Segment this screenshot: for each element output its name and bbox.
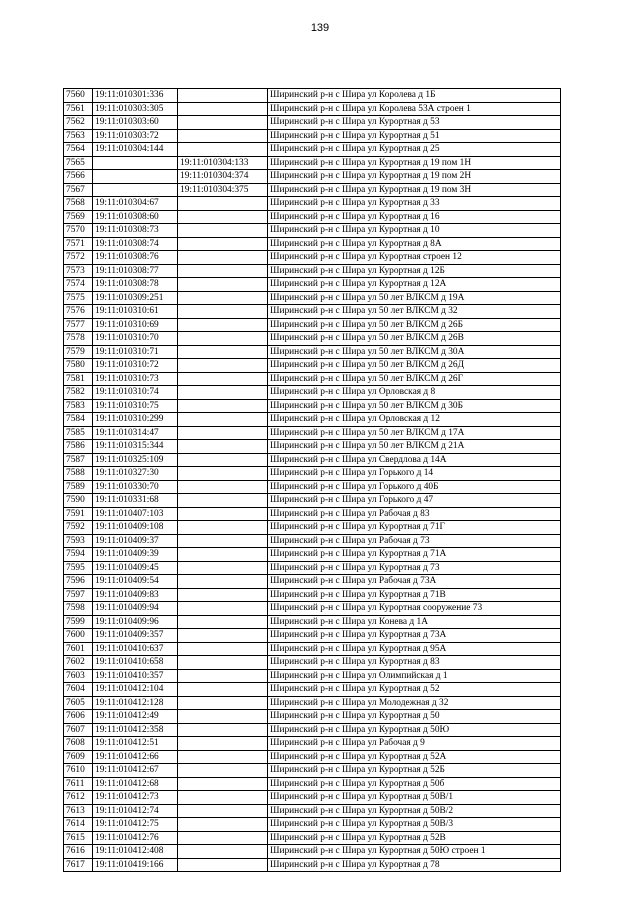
table-row <box>64 143 561 157</box>
row-number-cell: 7564 <box>64 143 93 157</box>
row-number-cell: 7565 <box>64 156 93 170</box>
registry-table <box>63 88 561 872</box>
secondary-cadastral-number-cell <box>178 548 268 562</box>
address-cell: Ширинский р-н с Шира ул Курортная д 71В <box>268 588 561 602</box>
address-cell: Ширинский р-н с Шира ул Курортная д 50В/3 <box>268 818 561 832</box>
row-number-cell: 7587 <box>64 453 93 467</box>
address-cell: Ширинский р-н с Шира ул Курортная д 71А <box>268 548 561 562</box>
cadastral-number-cell: 19:11:010412:358 <box>93 723 178 737</box>
table-row <box>64 170 561 184</box>
address-cell: Ширинский р-н с Шира ул Олимпийская д 1 <box>268 669 561 683</box>
secondary-cadastral-number-cell <box>178 683 268 697</box>
cadastral-number-cell: 19:11:010412:75 <box>93 818 178 832</box>
secondary-cadastral-number-cell <box>178 102 268 116</box>
row-number-cell: 7562 <box>64 116 93 130</box>
secondary-cadastral-number-cell <box>178 777 268 791</box>
row-number-cell: 7609 <box>64 750 93 764</box>
secondary-cadastral-number-cell <box>178 575 268 589</box>
cadastral-number-cell: 19:11:010412:66 <box>93 750 178 764</box>
table-row <box>64 345 561 359</box>
cadastral-number-cell: 19:11:010412:104 <box>93 683 178 697</box>
secondary-cadastral-number-cell <box>178 845 268 859</box>
address-cell: Ширинский р-н с Шира ул Курортная д 50В/2 <box>268 804 561 818</box>
table-row <box>64 507 561 521</box>
row-number-cell: 7577 <box>64 318 93 332</box>
address-cell: Ширинский р-н с Шира ул Курортная д 12А <box>268 278 561 292</box>
secondary-cadastral-number-cell <box>178 858 268 872</box>
table-row <box>64 372 561 386</box>
cadastral-number-cell: 19:11:010330:70 <box>93 480 178 494</box>
address-cell: Ширинский р-н с Шира ул 50 лет ВЛКСМ д 26Г <box>268 372 561 386</box>
cadastral-number-cell: 19:11:010310:70 <box>93 332 178 346</box>
cadastral-number-cell: 19:11:010308:60 <box>93 210 178 224</box>
secondary-cadastral-number-cell <box>178 278 268 292</box>
address-cell: Ширинский р-н с Шира ул 50 лет ВЛКСМ д 26Б <box>268 318 561 332</box>
address-cell: Ширинский р-н с Шира ул Курортная д 50В/1 <box>268 791 561 805</box>
table-row <box>64 305 561 319</box>
row-number-cell: 7607 <box>64 723 93 737</box>
row-number-cell: 7574 <box>64 278 93 292</box>
secondary-cadastral-number-cell <box>178 791 268 805</box>
cadastral-number-cell: 19:11:010409:357 <box>93 629 178 643</box>
address-cell: Ширинский р-н с Шира ул Горького д 47 <box>268 494 561 508</box>
table-row <box>64 629 561 643</box>
table-row <box>64 102 561 116</box>
secondary-cadastral-number-cell <box>178 480 268 494</box>
secondary-cadastral-number-cell <box>178 197 268 211</box>
table-row <box>64 534 561 548</box>
address-cell: Ширинский р-н с Шира ул Орловская д 12 <box>268 413 561 427</box>
address-cell: Ширинский р-н с Шира ул 50 лет ВЛКСМ д 21А <box>268 440 561 454</box>
cadastral-number-cell: 19:11:010308:78 <box>93 278 178 292</box>
table-row <box>64 359 561 373</box>
table-row <box>64 453 561 467</box>
row-number-cell: 7576 <box>64 305 93 319</box>
address-cell: Ширинский р-н с Шира ул Рабочая д 73А <box>268 575 561 589</box>
table-row <box>64 642 561 656</box>
cadastral-number-cell: 19:11:010412:67 <box>93 764 178 778</box>
table-row <box>64 291 561 305</box>
table-row <box>64 858 561 872</box>
address-cell: Ширинский р-н с Шира ул Курортная д 52Б <box>268 764 561 778</box>
row-number-cell: 7560 <box>64 89 93 103</box>
row-number-cell: 7595 <box>64 561 93 575</box>
cadastral-number-cell: 19:11:010308:77 <box>93 264 178 278</box>
cadastral-number-cell: 19:11:010409:83 <box>93 588 178 602</box>
secondary-cadastral-number-cell: 19:11:010304:133 <box>178 156 268 170</box>
table-row <box>64 696 561 710</box>
table-row <box>64 183 561 197</box>
table-row <box>64 318 561 332</box>
table-row <box>64 224 561 238</box>
cadastral-number-cell: 19:11:010303:72 <box>93 129 178 143</box>
secondary-cadastral-number-cell <box>178 507 268 521</box>
address-cell: Ширинский р-н с Шира ул Королева 53А строен 1 <box>268 102 561 116</box>
table-row <box>64 561 561 575</box>
cadastral-number-cell: 19:11:010409:108 <box>93 521 178 535</box>
secondary-cadastral-number-cell <box>178 305 268 319</box>
secondary-cadastral-number-cell <box>178 818 268 832</box>
table-row <box>64 548 561 562</box>
address-cell: Ширинский р-н с Шира ул Молодежная д 32 <box>268 696 561 710</box>
address-cell: Ширинский р-н с Шира ул Курортная д 50б <box>268 777 561 791</box>
cadastral-number-cell: 19:11:010412:51 <box>93 737 178 751</box>
row-number-cell: 7608 <box>64 737 93 751</box>
cadastral-number-cell: 19:11:010410:637 <box>93 642 178 656</box>
address-cell: Ширинский р-н с Шира ул Курортная д 51 <box>268 129 561 143</box>
address-cell: Ширинский р-н с Шира ул 50 лет ВЛКСМ д 26В <box>268 332 561 346</box>
address-cell: Ширинский р-н с Шира ул 50 лет ВЛКСМ д 32 <box>268 305 561 319</box>
table-row <box>64 615 561 629</box>
row-number-cell: 7563 <box>64 129 93 143</box>
cadastral-number-cell: 19:11:010410:658 <box>93 656 178 670</box>
secondary-cadastral-number-cell <box>178 669 268 683</box>
secondary-cadastral-number-cell: 19:11:010304:374 <box>178 170 268 184</box>
cadastral-number-cell: 19:11:010327:30 <box>93 467 178 481</box>
row-number-cell: 7599 <box>64 615 93 629</box>
address-cell: Ширинский р-н с Шира ул Курортная д 25 <box>268 143 561 157</box>
table-row <box>64 116 561 130</box>
secondary-cadastral-number-cell <box>178 318 268 332</box>
cadastral-number-cell: 19:11:010412:49 <box>93 710 178 724</box>
registry-rows <box>64 89 561 872</box>
table-row <box>64 197 561 211</box>
cadastral-number-cell <box>93 183 178 197</box>
cadastral-number-cell <box>93 170 178 184</box>
cadastral-number-cell: 19:11:010310:299 <box>93 413 178 427</box>
cadastral-number-cell: 19:11:010409:39 <box>93 548 178 562</box>
row-number-cell: 7572 <box>64 251 93 265</box>
secondary-cadastral-number-cell <box>178 521 268 535</box>
table-row <box>64 264 561 278</box>
secondary-cadastral-number-cell <box>178 602 268 616</box>
table-row <box>64 278 561 292</box>
address-cell: Ширинский р-н с Шира ул Курортная строен 12 <box>268 251 561 265</box>
table-row <box>64 791 561 805</box>
row-number-cell: 7593 <box>64 534 93 548</box>
secondary-cadastral-number-cell <box>178 750 268 764</box>
address-cell: Ширинский р-н с Шира ул 50 лет ВЛКСМ д 17А <box>268 426 561 440</box>
address-cell: Ширинский р-н с Шира ул 50 лет ВЛКСМ д 26Д <box>268 359 561 373</box>
address-cell: Ширинский р-н с Шира ул Курортная д 95А <box>268 642 561 656</box>
cadastral-number-cell: 19:11:010310:69 <box>93 318 178 332</box>
row-number-cell: 7606 <box>64 710 93 724</box>
secondary-cadastral-number-cell <box>178 494 268 508</box>
row-number-cell: 7604 <box>64 683 93 697</box>
row-number-cell: 7605 <box>64 696 93 710</box>
address-cell: Ширинский р-н с Шира ул Рабочая д 9 <box>268 737 561 751</box>
address-cell: Ширинский р-н с Шира ул Курортная д 19 пом 1Н <box>268 156 561 170</box>
cadastral-number-cell: 19:11:010308:74 <box>93 237 178 251</box>
address-cell: Ширинский р-н с Шира ул Курортная д 52А <box>268 750 561 764</box>
address-cell: Ширинский р-н с Шира ул Свердлова д 14А <box>268 453 561 467</box>
row-number-cell: 7603 <box>64 669 93 683</box>
row-number-cell: 7583 <box>64 399 93 413</box>
table-row <box>64 588 561 602</box>
cadastral-number-cell: 19:11:010308:76 <box>93 251 178 265</box>
cadastral-number-cell: 19:11:010407:103 <box>93 507 178 521</box>
secondary-cadastral-number-cell <box>178 440 268 454</box>
cadastral-number-cell <box>93 156 178 170</box>
cadastral-number-cell: 19:11:010308:73 <box>93 224 178 238</box>
table-row <box>64 494 561 508</box>
table-row <box>64 831 561 845</box>
address-cell: Ширинский р-н с Шира ул Орловская д 8 <box>268 386 561 400</box>
secondary-cadastral-number-cell <box>178 453 268 467</box>
cadastral-number-cell: 19:11:010315:344 <box>93 440 178 454</box>
address-cell: Ширинский р-н с Шира ул Курортная д 16 <box>268 210 561 224</box>
row-number-cell: 7601 <box>64 642 93 656</box>
table-row <box>64 399 561 413</box>
cadastral-number-cell: 19:11:010412:128 <box>93 696 178 710</box>
table-row <box>64 845 561 859</box>
table-row <box>64 480 561 494</box>
cadastral-number-cell: 19:11:010409:94 <box>93 602 178 616</box>
row-number-cell: 7589 <box>64 480 93 494</box>
table-row <box>64 251 561 265</box>
table-row <box>64 237 561 251</box>
cadastral-number-cell: 19:11:010310:73 <box>93 372 178 386</box>
secondary-cadastral-number-cell <box>178 129 268 143</box>
address-cell: Ширинский р-н с Шира ул Курортная д 50Ю <box>268 723 561 737</box>
secondary-cadastral-number-cell <box>178 89 268 103</box>
table-row <box>64 669 561 683</box>
row-number-cell: 7614 <box>64 818 93 832</box>
secondary-cadastral-number-cell <box>178 143 268 157</box>
address-cell: Ширинский р-н с Шира ул Курортная д 33 <box>268 197 561 211</box>
table-row <box>64 156 561 170</box>
cadastral-number-cell: 19:11:010314:47 <box>93 426 178 440</box>
address-cell: Ширинский р-н с Шира ул Курортная д 50Ю строен 1 <box>268 845 561 859</box>
cadastral-number-cell: 19:11:010412:76 <box>93 831 178 845</box>
row-number-cell: 7616 <box>64 845 93 859</box>
address-cell: Ширинский р-н с Шира ул Курортная д 78 <box>268 858 561 872</box>
row-number-cell: 7598 <box>64 602 93 616</box>
secondary-cadastral-number-cell <box>178 629 268 643</box>
table-row <box>64 764 561 778</box>
row-number-cell: 7578 <box>64 332 93 346</box>
table-row <box>64 737 561 751</box>
row-number-cell: 7615 <box>64 831 93 845</box>
secondary-cadastral-number-cell <box>178 210 268 224</box>
secondary-cadastral-number-cell <box>178 386 268 400</box>
row-number-cell: 7570 <box>64 224 93 238</box>
address-cell: Ширинский р-н с Шира ул Королева д 1Б <box>268 89 561 103</box>
row-number-cell: 7571 <box>64 237 93 251</box>
row-number-cell: 7602 <box>64 656 93 670</box>
row-number-cell: 7580 <box>64 359 93 373</box>
table-row <box>64 413 561 427</box>
cadastral-number-cell: 19:11:010412:73 <box>93 791 178 805</box>
address-cell: Ширинский р-н с Шира ул Курортная д 71Г <box>268 521 561 535</box>
address-cell: Ширинский р-н с Шира ул Курортная д 8А <box>268 237 561 251</box>
address-cell: Ширинский р-н с Шира ул Курортная д 53 <box>268 116 561 130</box>
row-number-cell: 7561 <box>64 102 93 116</box>
page-number: 139 <box>310 22 330 34</box>
secondary-cadastral-number-cell <box>178 534 268 548</box>
row-number-cell: 7579 <box>64 345 93 359</box>
row-number-cell: 7585 <box>64 426 93 440</box>
secondary-cadastral-number-cell <box>178 588 268 602</box>
table-row <box>64 656 561 670</box>
table-row <box>64 804 561 818</box>
address-cell: Ширинский р-н с Шира ул Конева д 1А <box>268 615 561 629</box>
address-cell: Ширинский р-н с Шира ул Курортная д 52 <box>268 683 561 697</box>
cadastral-number-cell: 19:11:010309:251 <box>93 291 178 305</box>
cadastral-number-cell: 19:11:010310:74 <box>93 386 178 400</box>
row-number-cell: 7610 <box>64 764 93 778</box>
cadastral-number-cell: 19:11:010304:67 <box>93 197 178 211</box>
secondary-cadastral-number-cell <box>178 332 268 346</box>
address-cell: Ширинский р-н с Шира ул Курортная д 12Б <box>268 264 561 278</box>
cadastral-number-cell: 19:11:010304:144 <box>93 143 178 157</box>
address-cell: Ширинский р-н с Шира ул 50 лет ВЛКСМ д 30А <box>268 345 561 359</box>
row-number-cell: 7582 <box>64 386 93 400</box>
address-cell: Ширинский р-н с Шира ул Горького д 14 <box>268 467 561 481</box>
secondary-cadastral-number-cell <box>178 264 268 278</box>
table-row <box>64 426 561 440</box>
table-row <box>64 723 561 737</box>
secondary-cadastral-number-cell <box>178 723 268 737</box>
cadastral-number-cell: 19:11:010310:75 <box>93 399 178 413</box>
address-cell: Ширинский р-н с Шира ул Горького д 40Б <box>268 480 561 494</box>
secondary-cadastral-number-cell <box>178 561 268 575</box>
cadastral-number-cell: 19:11:010301:336 <box>93 89 178 103</box>
secondary-cadastral-number-cell <box>178 615 268 629</box>
secondary-cadastral-number-cell <box>178 656 268 670</box>
secondary-cadastral-number-cell <box>178 426 268 440</box>
secondary-cadastral-number-cell: 19:11:010304:375 <box>178 183 268 197</box>
secondary-cadastral-number-cell <box>178 831 268 845</box>
address-cell: Ширинский р-н с Шира ул Курортная д 19 пом 3Н <box>268 183 561 197</box>
cadastral-number-cell: 19:11:010409:54 <box>93 575 178 589</box>
secondary-cadastral-number-cell <box>178 291 268 305</box>
row-number-cell: 7569 <box>64 210 93 224</box>
table-row <box>64 750 561 764</box>
address-cell: Ширинский р-н с Шира ул 50 лет ВЛКСМ д 30Б <box>268 399 561 413</box>
table-row <box>64 710 561 724</box>
row-number-cell: 7594 <box>64 548 93 562</box>
table-row <box>64 89 561 103</box>
row-number-cell: 7566 <box>64 170 93 184</box>
secondary-cadastral-number-cell <box>178 359 268 373</box>
address-cell: Ширинский р-н с Шира ул Курортная д 19 пом 2Н <box>268 170 561 184</box>
address-cell: Ширинский р-н с Шира ул Рабочая д 83 <box>268 507 561 521</box>
cadastral-number-cell: 19:11:010303:60 <box>93 116 178 130</box>
secondary-cadastral-number-cell <box>178 737 268 751</box>
table-row <box>64 467 561 481</box>
row-number-cell: 7588 <box>64 467 93 481</box>
table-row <box>64 440 561 454</box>
table-row <box>64 386 561 400</box>
row-number-cell: 7611 <box>64 777 93 791</box>
secondary-cadastral-number-cell <box>178 399 268 413</box>
secondary-cadastral-number-cell <box>178 251 268 265</box>
secondary-cadastral-number-cell <box>178 642 268 656</box>
secondary-cadastral-number-cell <box>178 237 268 251</box>
secondary-cadastral-number-cell <box>178 804 268 818</box>
row-number-cell: 7581 <box>64 372 93 386</box>
row-number-cell: 7590 <box>64 494 93 508</box>
address-cell: Ширинский р-н с Шира ул Курортная д 73А <box>268 629 561 643</box>
cadastral-number-cell: 19:11:010409:37 <box>93 534 178 548</box>
address-cell: Ширинский р-н с Шира ул Рабочая д 73 <box>268 534 561 548</box>
table-row <box>64 521 561 535</box>
address-cell: Ширинский р-н с Шира ул Курортная д 73 <box>268 561 561 575</box>
table-row <box>64 332 561 346</box>
secondary-cadastral-number-cell <box>178 116 268 130</box>
secondary-cadastral-number-cell <box>178 224 268 238</box>
row-number-cell: 7567 <box>64 183 93 197</box>
table-row <box>64 818 561 832</box>
address-cell: Ширинский р-н с Шира ул Курортная д 50 <box>268 710 561 724</box>
cadastral-number-cell: 19:11:010412:68 <box>93 777 178 791</box>
row-number-cell: 7612 <box>64 791 93 805</box>
cadastral-number-cell: 19:11:010310:71 <box>93 345 178 359</box>
cadastral-number-cell: 19:11:010325:109 <box>93 453 178 467</box>
cadastral-number-cell: 19:11:010409:45 <box>93 561 178 575</box>
secondary-cadastral-number-cell <box>178 467 268 481</box>
cadastral-number-cell: 19:11:010331:68 <box>93 494 178 508</box>
table-row <box>64 777 561 791</box>
row-number-cell: 7568 <box>64 197 93 211</box>
cadastral-number-cell: 19:11:010419:166 <box>93 858 178 872</box>
table-row <box>64 210 561 224</box>
row-number-cell: 7613 <box>64 804 93 818</box>
cadastral-number-cell: 19:11:010410:357 <box>93 669 178 683</box>
cadastral-number-cell: 19:11:010412:408 <box>93 845 178 859</box>
secondary-cadastral-number-cell <box>178 764 268 778</box>
row-number-cell: 7584 <box>64 413 93 427</box>
row-number-cell: 7586 <box>64 440 93 454</box>
secondary-cadastral-number-cell <box>178 413 268 427</box>
table-row <box>64 575 561 589</box>
cadastral-number-cell: 19:11:010409:96 <box>93 615 178 629</box>
row-number-cell: 7617 <box>64 858 93 872</box>
row-number-cell: 7600 <box>64 629 93 643</box>
cadastral-number-cell: 19:11:010310:61 <box>93 305 178 319</box>
row-number-cell: 7597 <box>64 588 93 602</box>
address-cell: Ширинский р-н с Шира ул Курортная д 52В <box>268 831 561 845</box>
address-cell: Ширинский р-н с Шира ул Курортная д 83 <box>268 656 561 670</box>
table-row <box>64 602 561 616</box>
row-number-cell: 7573 <box>64 264 93 278</box>
address-cell: Ширинский р-н с Шира ул Курортная д 10 <box>268 224 561 238</box>
address-cell: Ширинский р-н с Шира ул 50 лет ВЛКСМ д 19А <box>268 291 561 305</box>
row-number-cell: 7592 <box>64 521 93 535</box>
secondary-cadastral-number-cell <box>178 710 268 724</box>
cadastral-number-cell: 19:11:010412:74 <box>93 804 178 818</box>
row-number-cell: 7591 <box>64 507 93 521</box>
address-cell: Ширинский р-н с Шира ул Курортная сооружение 73 <box>268 602 561 616</box>
table-row <box>64 129 561 143</box>
secondary-cadastral-number-cell <box>178 345 268 359</box>
cadastral-number-cell: 19:11:010303:305 <box>93 102 178 116</box>
row-number-cell: 7575 <box>64 291 93 305</box>
cadastral-number-cell: 19:11:010310:72 <box>93 359 178 373</box>
table-row <box>64 683 561 697</box>
secondary-cadastral-number-cell <box>178 372 268 386</box>
row-number-cell: 7596 <box>64 575 93 589</box>
secondary-cadastral-number-cell <box>178 696 268 710</box>
